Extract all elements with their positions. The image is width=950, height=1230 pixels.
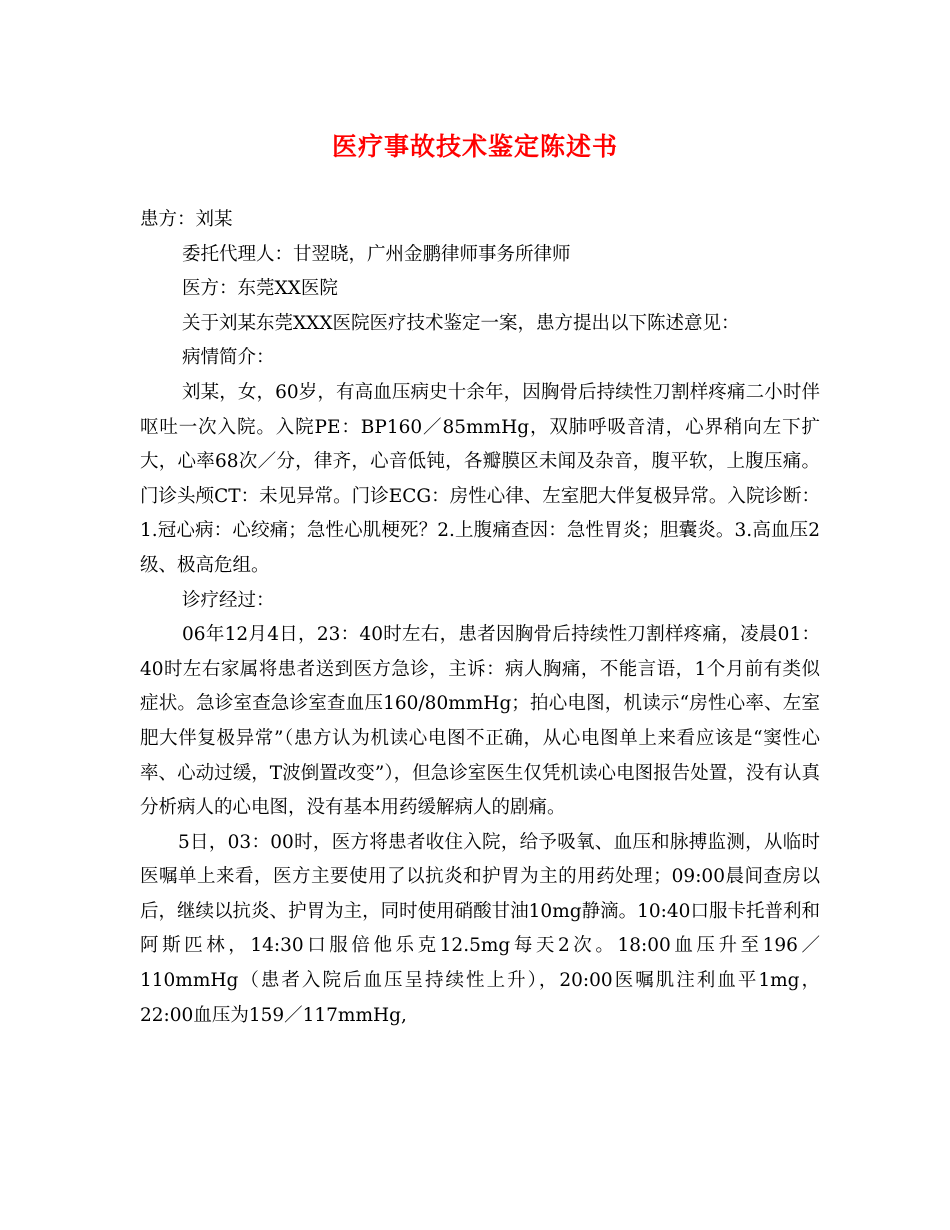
treatment-paragraph-1: 06年12月4日，23：40时左右，患者因胸骨后持续性刀割样疼痛，凌晨01：40时左右家属将患者送到医方急诊，主诉：病人胸痛，不能言语，1个月前有类似症状。急诊室查急诊室查血压160/80mmHg；拍心电图，机读示“房性心率、左室肥大伴复极异常”（患方认为机读心电图不正确，从心电图单上来看应该是“窦性心率、心动过缓，T波倒置改变”），但急诊室医生仅凭机读心电图报告处置，没有认真分析病人的心电图，没有基本用药缓解病人的剧痛。 — [140, 624, 820, 819]
hospital-line: 医方：东莞XX医院 — [182, 278, 338, 300]
condition-heading: 病情简介： — [182, 347, 275, 369]
treatment-heading: 诊疗经过： — [182, 589, 275, 611]
document-title: 医疗事故技术鉴定陈述书 — [331, 132, 618, 161]
document-body — [140, 203, 820, 1033]
agent-line: 委托代理人：甘翌晓，广州金鹏律师事务所律师 — [182, 243, 571, 265]
condition-paragraph: 刘某，女，60岁，有高血压病史十余年，因胸骨后持续性刀割样疼痛二小时伴呕吐一次入院。入院PE：BP160／85mmHg，双肺呼吸音清，心界稍向左下扩大，心率68次／分，律齐，心音低钝，各瓣膜区未闻及杂音，腹平软，上腹压痛。门诊头颅CT：未见异常。门诊ECG：房性心律、左室肥大伴复极异常。入院诊断：1.冠心病：心绞痛；急性心肌梗死？2.上腹痛查因：急性胃炎；胆囊炎。3.高血压2级、极高危组。 — [140, 381, 820, 576]
patient-line: 患方：刘某 — [140, 209, 233, 230]
intro-line: 关于刘某东莞XXX医院医疗技术鉴定一案，患方提出以下陈述意见： — [182, 312, 740, 334]
treatment-paragraph-2: 5日，03：00时，医方将患者收住入院，给予吸氧、血压和脉搏监测，从临时医嘱单上来看，医方主要使用了以抗炎和护胃为主的用药处理；09:00晨间查房以后，继续以抗炎、护胃为主，同时使用硝酸甘油10mg静滴。10:40口服卡托普利和阿斯匹林，14:30口服倍他乐克12.5mg每天2次。18:00血压升至196／110mmHg（患者入院后血压呈持续性上升），20:00医嘱肌注利血平1mg，22:00血压为159／117mmHg, — [140, 831, 820, 1026]
